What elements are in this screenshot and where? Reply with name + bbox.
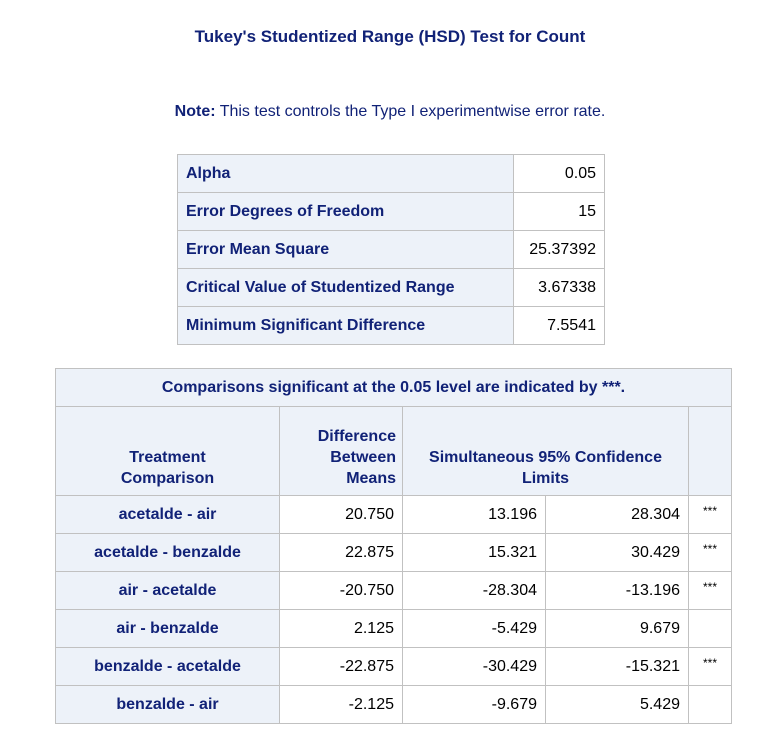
difference-value: 2.125 [280, 610, 403, 648]
comparison-label: air - acetalde [56, 572, 280, 610]
table-caption: Comparisons significant at the 0.05 level are indicated by ***. [56, 369, 732, 407]
comparison-label: acetalde - benzalde [56, 534, 280, 572]
lower-limit-value: 13.196 [403, 496, 546, 534]
upper-limit-value: 28.304 [546, 496, 689, 534]
table-row [178, 231, 605, 269]
table-row [56, 496, 732, 534]
difference-value: -20.750 [280, 572, 403, 610]
lower-limit-value: -30.429 [403, 648, 546, 686]
significance-flag: *** [689, 572, 732, 610]
upper-limit-value: 30.429 [546, 534, 689, 572]
upper-limit-value: -13.196 [546, 572, 689, 610]
header-line: Limits [521, 470, 570, 487]
lower-limit-value: 15.321 [403, 534, 546, 572]
param-label: Error Degrees of Freedom [178, 193, 514, 231]
header-line: Means [346, 470, 396, 487]
param-label: Error Mean Square [178, 231, 514, 269]
comparison-label: acetalde - air [56, 496, 280, 534]
column-header-flag [689, 407, 732, 496]
comparison-label: air - benzalde [56, 610, 280, 648]
comparisons-table [55, 368, 732, 724]
difference-value: -2.125 [280, 686, 403, 724]
significance-flag [689, 610, 732, 648]
param-value: 3.67338 [514, 269, 605, 307]
header-line: Between [330, 449, 396, 466]
significance-flag: *** [689, 648, 732, 686]
comparison-label: benzalde - acetalde [56, 648, 280, 686]
table-caption-row [56, 369, 732, 407]
param-label: Minimum Significant Difference [178, 307, 514, 345]
upper-limit-value: 9.679 [546, 610, 689, 648]
note-text: This test controls the Type I experimentwise error rate. [215, 103, 606, 120]
parameters-table [177, 154, 605, 345]
param-value: 0.05 [514, 155, 605, 193]
column-header-difference [280, 407, 403, 496]
header-line: Treatment [129, 449, 206, 466]
note-line [0, 103, 780, 121]
upper-limit-value: -15.321 [546, 648, 689, 686]
note-label: Note: [174, 103, 216, 120]
significance-flag: *** [689, 496, 732, 534]
difference-value: 22.875 [280, 534, 403, 572]
lower-limit-value: -28.304 [403, 572, 546, 610]
difference-value: -22.875 [280, 648, 403, 686]
report-title: Tukey's Studentized Range (HSD) Test for Count [194, 27, 586, 46]
param-value: 7.5541 [514, 307, 605, 345]
table-header-row [56, 407, 732, 496]
header-line: Simultaneous 95% Confidence [429, 449, 662, 466]
table-row [178, 269, 605, 307]
lower-limit-value: -9.679 [403, 686, 546, 724]
header-line: Comparison [120, 470, 215, 487]
param-value: 15 [514, 193, 605, 231]
table-row [178, 307, 605, 345]
table-row [56, 648, 732, 686]
significance-flag [689, 686, 732, 724]
table-row [178, 193, 605, 231]
comparison-label: benzalde - air [56, 686, 280, 724]
table-row [56, 572, 732, 610]
param-label: Alpha [178, 155, 514, 193]
difference-value: 20.750 [280, 496, 403, 534]
header-line: Difference [317, 428, 396, 445]
column-header-treatment [56, 407, 280, 496]
param-label: Critical Value of Studentized Range [178, 269, 514, 307]
significance-flag: *** [689, 534, 732, 572]
column-header-limits [403, 407, 689, 496]
lower-limit-value: -5.429 [403, 610, 546, 648]
upper-limit-value: 5.429 [546, 686, 689, 724]
param-value: 25.37392 [514, 231, 605, 269]
table-row [56, 686, 732, 724]
table-row [56, 534, 732, 572]
table-row [56, 610, 732, 648]
table-row [178, 155, 605, 193]
